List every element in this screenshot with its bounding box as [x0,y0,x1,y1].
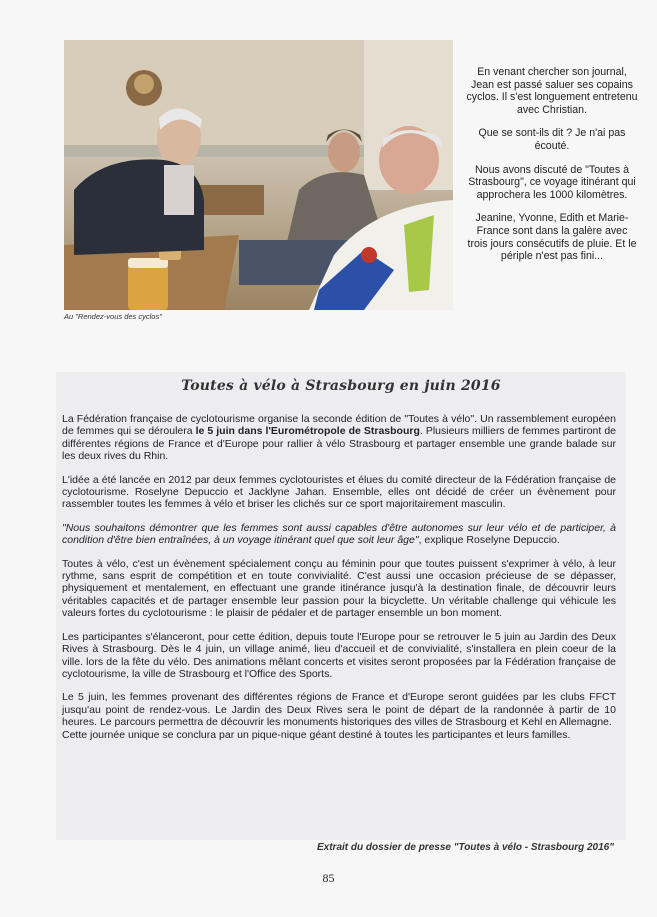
article-source: Extrait du dossier de presse "Toutes à vélo - Strasbourg 2016" [317,842,614,853]
highlight: le 5 juin dans l'Eurométropole de Strasbourg [195,425,420,438]
sidebar-paragraph: En venant chercher son journal, Jean est passé saluer ses copains cyclos. Il s'est longuement entretenu avec Christian. [466,66,638,116]
photo-illustration [64,40,453,310]
article-title: Toutes à vélo à Strasbourg en juin 2016 [181,378,501,394]
article-quote [62,522,616,547]
text: . Plusieurs milliers de femmes partiront de différentes régions de France et d'Europe pour rallier à vélo Strasbourg et partager ensemble une grande balade sur les deux rives du Rhin. [62,425,616,463]
article-body [62,413,616,752]
text: La Fédération française de cyclotourisme organise la seconde édition de "Toutes à vélo". Un rassemblement européen de femmes qui se déroulera [62,413,616,438]
article-paragraph: Le 5 juin, les femmes provenant des différentes régions de France et d'Europe seront guidées par les clubs FFCT jusqu'au point de rendez-vous. Le Jardin des Deux Rives sera le point de départ de la randonnée à partir de 10 heures. Le parcours permettra de découvrir les monuments historiques des villes de Strasbourg et Kehl en Allemagne. [62,691,616,729]
photo-caption: Au "Rendez-vous des cyclos" [64,312,162,321]
article-paragraph: Toutes à vélo, c'est un évènement spécialement conçu au féminin pour que toutes puissent s'exprimer à vélo, à leur rythme, sans esprit de compétition et en toute convivialité. C'est aussi une occasion précieuse de se dépasser, physiquement et mentalement, en effectuant une grande itinérance jusqu'à la destination finale, de découvrir leurs véritables capacités et de partager ensemble leur passion pour la bicyclette. Un véritable challenge qui véhicule les valeurs fortes du cyclotourisme : le plaisir de pédaler et de partager ensemble un bon moment. [62,557,616,620]
page-number: 85 [322,871,335,885]
sidebar-paragraph: Jeanine, Yvonne, Edith et Marie-France sont dans la galère avec trois jours consécutifs de pluie. Et le périple n'est pas fini... [467,212,637,263]
sidebar-text [466,66,638,274]
text: , explique Roselyne Depuccio. [418,534,560,547]
article-paragraph [62,413,616,463]
article-paragraph: Les participantes s'élanceront, pour cette édition, depuis toute l'Europe pour se retrouver le 5 juin au Jardin des Deux Rives à Strasbourg. Dès le 4 juin, un village animé, lieu d'accueil et de convivialité, s'installera en plein coeur de la ville. lors de la fête du vélo. Des animations mêlant concerts et visites seront proposées par la Fédération française de cyclotourisme, la ville de Strasbourg et l'Office des Sports. [62,630,616,680]
sidebar-paragraph: Nous avons discuté de "Toutes à Strasbourg", ce voyage itinérant qui approchera les 1000 kilomètres. [468,163,636,201]
article-paragraph: L'idée a été lancée en 2012 par deux femmes cyclotouristes et élues du comité directeur de la Fédération française de cyclotourisme. Roselyne Depuccio et Jacklyne Jahan. Ensemble, elles ont décidé de créer un évènement pour rassembler toutes les femmes à vélo et briser les clichés sur ce sport majoritairement masculin. [62,473,616,511]
article-paragraph: Cette journée unique se conclura par un pique-nique géant destiné à toutes les participantes et leurs familles. [62,728,571,741]
quote-text: "Nous souhaitons démontrer que les femmes sont aussi capables d'être autonomes sur leur vélo et de participer, à condition d'être bien entraînées, à un voyage itinérant quel que soit leur âge" [62,521,616,547]
cafe-photo [64,40,453,310]
sidebar-paragraph: Que se sont-ils dit ? Je n'ai pas écouté. [478,127,626,152]
